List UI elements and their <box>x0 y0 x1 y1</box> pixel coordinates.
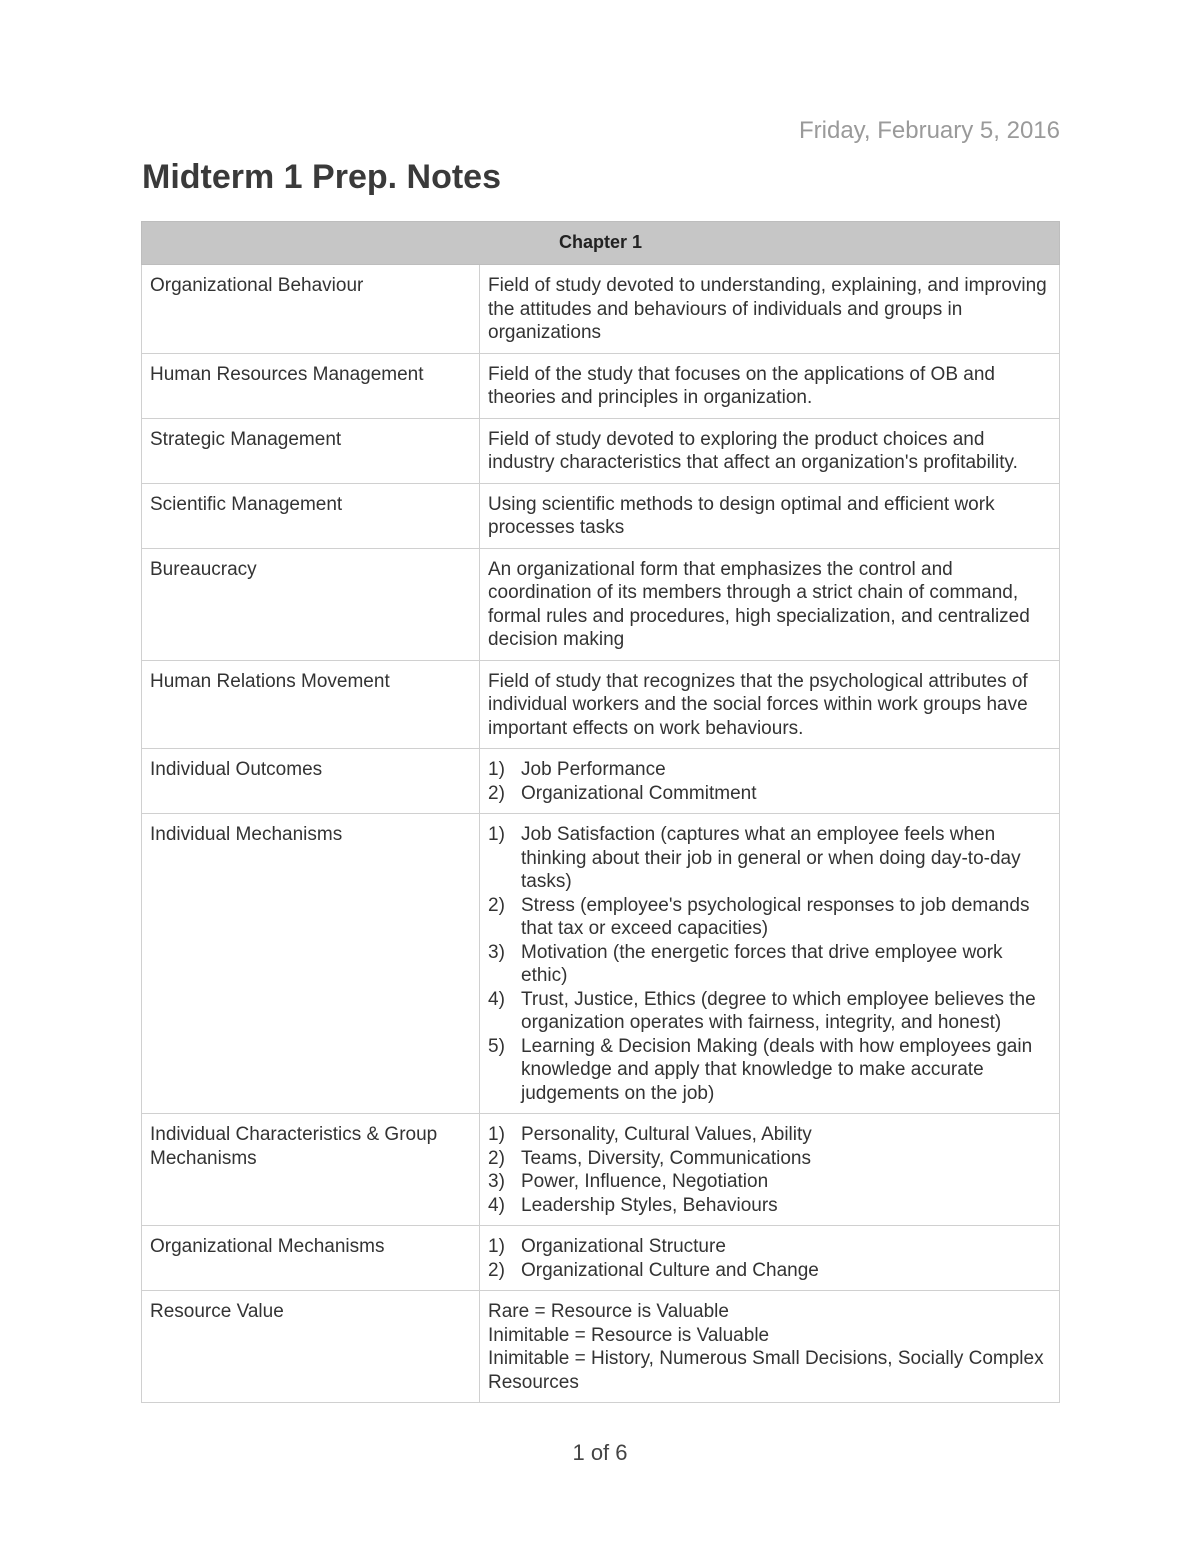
list-item <box>488 758 1051 782</box>
term-cell: Scientific Management <box>142 483 480 548</box>
term-cell: Organizational Mechanisms <box>142 1226 480 1291</box>
list-number: 1) <box>488 1236 505 1257</box>
list-item-text: Teams, Diversity, Communications <box>521 1147 812 1169</box>
list-item-text: Power, Influence, Negotiation <box>521 1171 769 1192</box>
list-item-text: Organizational Commitment <box>521 782 757 804</box>
list-number: 3) <box>488 1171 505 1192</box>
list-item-text: Job Satisfaction (captures what an employee feels when thinking about their job in general or when doing day-to-day tasks) <box>521 824 1021 892</box>
definition-cell: Field of study devoted to understanding, explaining, and improving the attitudes and behaviours of individuals and groups in organizations <box>480 265 1060 354</box>
list-number: 4) <box>488 1194 505 1216</box>
list-item-text: Stress (employee's psychological responses to job demands that tax or exceed capacities) <box>521 894 1030 939</box>
table-row <box>142 1226 1060 1291</box>
term-cell: Individual Outcomes <box>142 749 480 814</box>
table-row <box>142 660 1060 749</box>
term-cell: Individual Mechanisms <box>142 814 480 1114</box>
table-row <box>142 814 1060 1114</box>
term-cell: Organizational Behaviour <box>142 265 480 354</box>
list-item-text: Job Performance <box>521 759 666 780</box>
list-number: 5) <box>488 1035 505 1057</box>
term-cell: Human Resources Management <box>142 353 480 418</box>
list-item <box>488 894 1051 941</box>
definition-cell <box>480 1291 1060 1403</box>
table-header-row <box>142 222 1060 265</box>
list-number: 2) <box>488 1259 505 1281</box>
list-number: 1) <box>488 824 505 845</box>
definition-cell: Field of study that recognizes that the psychological attributes of individual workers and the social forces within work groups have important effects on work behaviours. <box>480 660 1060 749</box>
list-item <box>488 1170 1051 1194</box>
table-row <box>142 1114 1060 1226</box>
numbered-list <box>488 1123 1051 1217</box>
table-row <box>142 1291 1060 1403</box>
table-row <box>142 749 1060 814</box>
list-number: 1) <box>488 759 505 780</box>
list-item <box>488 782 1051 806</box>
page-indicator: 1 of 6 <box>572 1440 628 1465</box>
list-item <box>488 1235 1051 1259</box>
list-number: 2) <box>488 894 505 916</box>
list-item-text: Personality, Cultural Values, Ability <box>521 1124 812 1145</box>
chapter-notes-table <box>141 221 1060 1403</box>
document-date: Friday, February 5, 2016 <box>798 117 1060 144</box>
definition-cell: Field of the study that focuses on the applications of OB and theories and principles in organization. <box>480 353 1060 418</box>
list-item <box>488 1123 1051 1147</box>
list-item <box>488 1147 1051 1171</box>
term-cell: Human Relations Movement <box>142 660 480 749</box>
term-cell: Strategic Management <box>142 418 480 483</box>
list-number: 2) <box>488 782 505 804</box>
numbered-list <box>488 758 1051 805</box>
list-item <box>488 1035 1051 1106</box>
definition-cell <box>480 1226 1060 1291</box>
list-item <box>488 1194 1051 1218</box>
list-item-text: Organizational Culture and Change <box>521 1259 819 1281</box>
numbered-list <box>488 823 1051 1105</box>
chapter-heading: Chapter 1 <box>142 222 1060 265</box>
term-cell: Bureaucracy <box>142 548 480 660</box>
list-item-text: Motivation (the energetic forces that drive employee work ethic) <box>521 941 1003 986</box>
list-number: 3) <box>488 941 505 963</box>
list-item <box>488 941 1051 988</box>
list-item-text: Trust, Justice, Ethics (degree to which employee believes the organization operates with fairness, integrity, and honest) <box>521 988 1036 1033</box>
list-item <box>488 823 1051 894</box>
list-number: 2) <box>488 1147 505 1169</box>
list-item-text: Organizational Structure <box>521 1236 726 1257</box>
definition-line: Rare = Resource is Valuable <box>488 1301 729 1322</box>
table-row <box>142 353 1060 418</box>
page-title: Midterm 1 Prep. Notes <box>142 158 501 196</box>
numbered-list <box>488 1235 1051 1282</box>
definition-line: Inimitable = History, Numerous Small Decisions, Socially Complex Resources <box>488 1348 1044 1393</box>
list-number: 1) <box>488 1124 505 1145</box>
term-cell: Individual Characteristics & Group Mechanisms <box>142 1114 480 1226</box>
table-row <box>142 483 1060 548</box>
list-number: 4) <box>488 988 505 1010</box>
table-row <box>142 548 1060 660</box>
list-item-text: Learning & Decision Making (deals with how employees gain knowledge and apply that knowledge to make accurate judgements on the job) <box>521 1035 1033 1104</box>
table-row <box>142 265 1060 354</box>
definition-cell: Field of study devoted to exploring the product choices and industry characteristics that affect an organization's profitability. <box>480 418 1060 483</box>
term-cell: Resource Value <box>142 1291 480 1403</box>
definition-cell <box>480 749 1060 814</box>
definition-cell <box>480 814 1060 1114</box>
list-item <box>488 988 1051 1035</box>
definition-line: Inimitable = Resource is Valuable <box>488 1324 770 1346</box>
definition-cell <box>480 1114 1060 1226</box>
list-item <box>488 1259 1051 1283</box>
definition-cell: An organizational form that emphasizes the control and coordination of its members through a strict chain of command, formal rules and procedures, high specialization, and centralized decision making <box>480 548 1060 660</box>
definition-cell: Using scientific methods to design optimal and efficient work processes tasks <box>480 483 1060 548</box>
list-item-text: Leadership Styles, Behaviours <box>521 1194 778 1216</box>
table-row <box>142 418 1060 483</box>
